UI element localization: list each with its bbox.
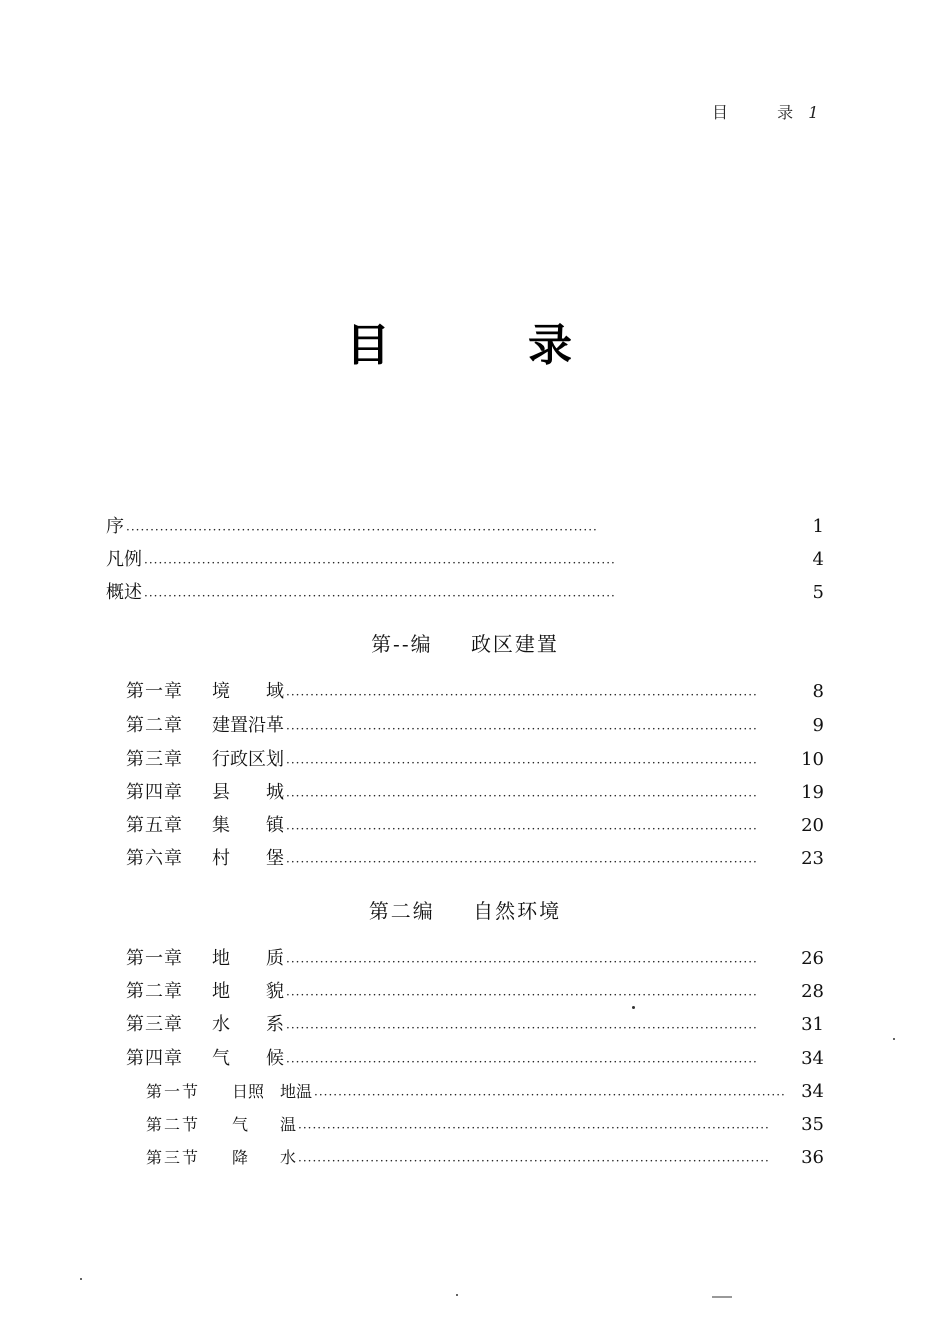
toc-entry-page: 4: [812, 549, 824, 570]
chapter-title: 气 候: [212, 1048, 284, 1069]
chapter-page: 34: [801, 1048, 824, 1069]
toc-chapter-1-4[interactable]: [126, 780, 824, 806]
toc-chapter-1-3[interactable]: [126, 747, 824, 773]
scan-speck: [632, 1006, 635, 1009]
toc-chapter-2-2[interactable]: [126, 979, 824, 1005]
dot-leader: ··································································································: [286, 988, 758, 1002]
section-number: 第三节: [146, 1148, 201, 1167]
dot-leader: ··································································································: [298, 1121, 770, 1135]
part-number: 第二编: [368, 899, 435, 923]
toc-chapter-1-5[interactable]: [126, 813, 824, 839]
scan-speck: [456, 1294, 458, 1296]
section-title: 气 温: [232, 1115, 297, 1134]
chapter-title: 地 质: [212, 948, 284, 969]
chapter-number: 第四章: [126, 1048, 183, 1069]
dot-leader: ··································································································: [126, 523, 598, 537]
section-title: 降 水: [232, 1148, 297, 1167]
toc-chapter-2-4[interactable]: [126, 1046, 824, 1072]
chapter-number: 第二章: [126, 715, 183, 736]
dot-leader: ··································································································: [286, 789, 758, 803]
chapter-title: 村 堡: [212, 848, 284, 869]
chapter-page: 28: [801, 981, 824, 1002]
chapter-number: 第三章: [126, 749, 183, 770]
toc-chapter-2-1[interactable]: [126, 946, 824, 972]
dot-leader: ··································································································: [286, 855, 758, 869]
dot-leader: ··································································································: [144, 589, 616, 603]
chapter-title: 水 系: [212, 1014, 284, 1035]
toc-section-1[interactable]: [146, 1079, 824, 1105]
running-header-title-a: 目: [712, 103, 731, 122]
chapter-number: 第五章: [126, 815, 183, 836]
toc-entry-overview[interactable]: [106, 580, 824, 606]
dot-leader: ··································································································: [286, 722, 758, 736]
toc-entry-label: 概述: [106, 582, 142, 603]
dot-leader: ··································································································: [298, 1154, 770, 1168]
section-title: 日照 地温: [232, 1082, 313, 1101]
chapter-number: 第二章: [126, 981, 183, 1002]
toc-entry-page: 1: [812, 516, 824, 537]
toc-chapter-1-6[interactable]: [126, 846, 824, 872]
dot-leader: ··································································································: [286, 1055, 758, 1069]
chapter-title: 行政区划: [212, 749, 284, 770]
dot-leader: ··································································································: [144, 556, 616, 570]
page-title-char-1: 目: [346, 320, 390, 371]
dot-leader: ··································································································: [286, 1021, 758, 1035]
chapter-page: 20: [801, 815, 824, 836]
chapter-title: 境 域: [212, 681, 284, 702]
section-number: 第二节: [146, 1115, 201, 1134]
chapter-number: 第一章: [126, 681, 183, 702]
scan-speck: [893, 1038, 895, 1040]
dot-leader: ··································································································: [286, 955, 758, 969]
toc-chapter-2-3[interactable]: [126, 1012, 824, 1038]
toc-entry-label: 序: [106, 516, 124, 537]
scan-speck: [80, 1278, 82, 1280]
section-number: 第一节: [146, 1082, 201, 1101]
running-header-title-b: 录: [777, 103, 796, 122]
toc-entry-preface[interactable]: [106, 514, 824, 540]
toc-chapter-1-2[interactable]: [126, 713, 824, 739]
running-header-page-number: 1: [808, 103, 821, 122]
chapter-page: 23: [801, 848, 824, 869]
page-title-char-2: 录: [528, 320, 572, 371]
toc-entry-notes[interactable]: [106, 547, 824, 573]
toc-section-3[interactable]: [146, 1145, 824, 1171]
chapter-page: 26: [801, 948, 824, 969]
toc-entry-label: 凡例: [106, 549, 142, 570]
chapter-title: 建置沿革: [212, 715, 284, 736]
part-title: 政区建置: [470, 632, 559, 656]
chapter-number: 第四章: [126, 782, 183, 803]
part-heading-2: [0, 897, 930, 925]
dot-leader: ··································································································: [286, 688, 758, 702]
chapter-page: 10: [801, 749, 824, 770]
chapter-page: 19: [801, 782, 824, 803]
chapter-page: 31: [801, 1014, 824, 1035]
part-heading-1: [0, 630, 930, 658]
dot-leader: ··································································································: [314, 1088, 786, 1102]
chapter-page: 9: [812, 715, 824, 736]
section-page: 36: [801, 1147, 824, 1168]
chapter-number: 第三章: [126, 1014, 183, 1035]
toc-section-2[interactable]: [146, 1112, 824, 1138]
scan-speck: [712, 1296, 732, 1298]
part-title: 自然环境: [473, 899, 562, 923]
section-page: 34: [801, 1081, 824, 1102]
dot-leader: ··································································································: [286, 822, 758, 836]
toc-chapter-1-1[interactable]: [126, 679, 824, 705]
chapter-number: 第六章: [126, 848, 183, 869]
dot-leader: ··································································································: [286, 756, 758, 770]
toc-entry-page: 5: [812, 582, 824, 603]
chapter-number: 第一章: [126, 948, 183, 969]
chapter-page: 8: [812, 681, 824, 702]
running-header: [712, 100, 820, 123]
chapter-title: 地 貌: [212, 981, 284, 1002]
chapter-title: 集 镇: [212, 815, 284, 836]
part-number: 第--编: [371, 632, 433, 656]
section-page: 35: [801, 1114, 824, 1135]
page-title: [0, 318, 950, 378]
chapter-title: 县 城: [212, 782, 284, 803]
